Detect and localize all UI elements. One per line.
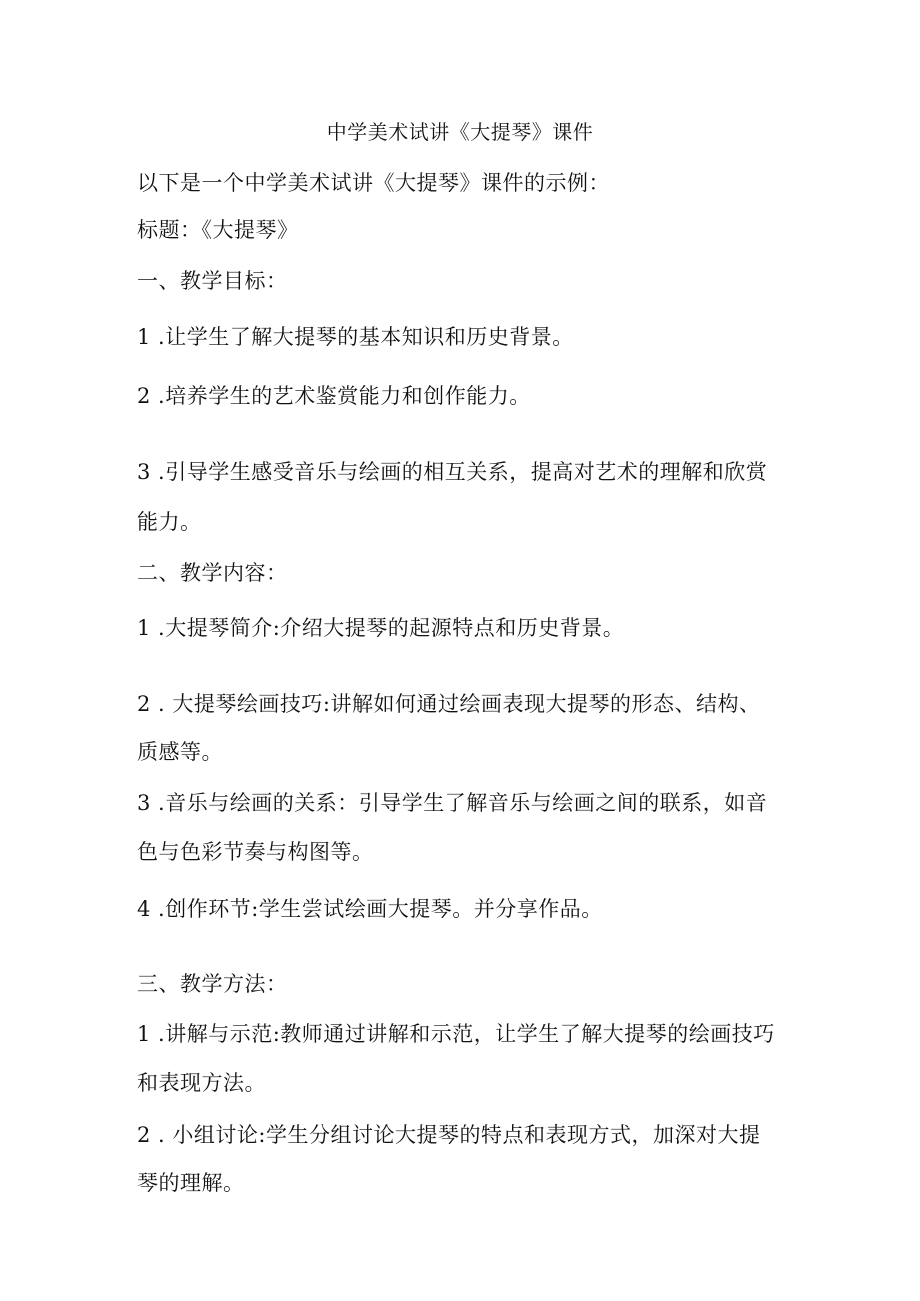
list-item: 2 .培养学生的艺术鉴赏能力和创作能力。 [137, 384, 531, 408]
list-item: 1 .让学生了解大提琴的基本知识和历史背景。 [137, 325, 574, 349]
topic-line: 标题：《大提琴》 [137, 218, 299, 242]
list-item: 4 .创作环节:学生尝试绘画大提琴。并分享作品。 [137, 897, 603, 921]
list-item: 1 .讲解与示范:教师通过讲解和示范，让学生了解大提琴的绘画技巧 [137, 1022, 775, 1046]
list-item: 3 .引导学生感受音乐与绘画的相互关系，提高对艺术的理解和欣赏 [137, 460, 768, 484]
section-heading: 一、教学目标： [137, 269, 288, 293]
intro-text: 以下是一个中学美术试讲《大提琴》课件的示例： [137, 171, 610, 195]
list-item: 2 . 大提琴绘画技巧:讲解如何通过绘画表现大提琴的形态、结构、 [137, 692, 761, 716]
list-item: 3 .音乐与绘画的关系：引导学生了解音乐与绘画之间的联系，如音 [137, 791, 768, 815]
list-item-continuation: 和表现方法。 [137, 1071, 266, 1095]
list-item-continuation: 质感等。 [137, 740, 223, 764]
list-item: 2 . 小组讨论:学生分组讨论大提琴的特点和表现方式，加深对大提 [137, 1123, 761, 1147]
document-title: 中学美术试讲《大提琴》课件 [326, 120, 594, 144]
section-heading: 二、教学内容： [137, 561, 288, 585]
list-item-continuation: 色与色彩节奏与构图等。 [137, 840, 374, 864]
list-item-continuation: 能力。 [137, 510, 202, 534]
list-item-continuation: 琴的理解。 [137, 1171, 245, 1195]
section-heading: 三、教学方法： [137, 972, 288, 996]
list-item: 1 .大提琴简介:介绍大提琴的起源特点和历史背景。 [137, 616, 625, 640]
